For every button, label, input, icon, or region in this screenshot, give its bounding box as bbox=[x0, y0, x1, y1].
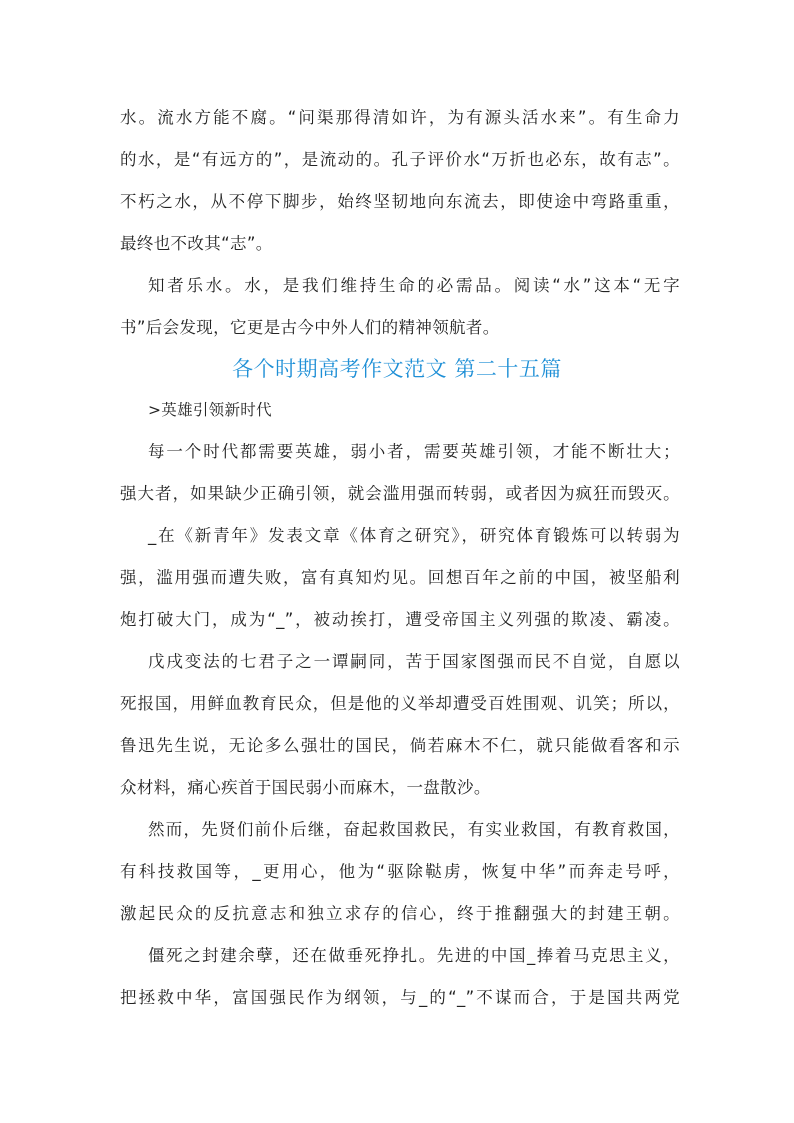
body-text-line: 激起民众的反抗意志和独立求存的信心，终于推翻强大的封建王朝。 bbox=[120, 904, 680, 923]
body-text-line: 的水，是“有远方的”，是流动的。孔子评价水“万折也必东，故有志”。 bbox=[120, 150, 680, 169]
body-text-line: 把拯救中华，富国强民作为纲领，与_的“_”不谋而合，于是国共两党 bbox=[120, 988, 680, 1007]
body-text-line: 每一个时代都需要英雄，弱小者，需要英雄引领，才能不断壮大； bbox=[148, 442, 680, 461]
body-text-line: 鲁迅先生说，无论多么强壮的国民，倘若麻木不仁，就只能做看客和示 bbox=[120, 736, 680, 755]
article-subheading: >英雄引领新时代 bbox=[148, 401, 272, 419]
body-text-line: 僵死之封建余孽，还在做垂死挣扎。先进的中国_捧着马克思主义， bbox=[148, 946, 680, 965]
body-text-line: _在《新青年》发表文章《体育之研究》，研究体育锻炼可以转弱为 bbox=[148, 526, 680, 545]
body-text-line: 众材料，痛心疾首于国民弱小而麻木，一盘散沙。 bbox=[120, 778, 491, 797]
body-text-line: 戊戌变法的七君子之一谭嗣同，苦于国家图强而民不自觉，自愿以 bbox=[148, 652, 680, 671]
body-text-line: 然而，先贤们前仆后继，奋起救国救民，有实业救国，有教育救国， bbox=[148, 820, 680, 839]
body-text-line: 不朽之水，从不停下脚步，始终坚韧地向东流去，即使途中弯路重重， bbox=[120, 192, 680, 211]
section-heading: 各个时期高考作文范文 第二十五篇 bbox=[232, 357, 562, 381]
body-text-line: 强，滥用强而遭失败，富有真知灼见。回想百年之前的中国，被坚船利 bbox=[120, 568, 680, 587]
body-text-line: 书”后会发现，它更是古今中外人们的精神领航者。 bbox=[120, 318, 500, 337]
body-text-line: 知者乐水。水，是我们维持生命的必需品。阅读“水”这本“无字 bbox=[148, 276, 680, 295]
body-text-line: 最终也不改其“志”。 bbox=[120, 234, 273, 253]
body-text-line: 死报国，用鲜血教育民众，但是他的义举却遭受百姓围观、讥笑；所以， bbox=[120, 694, 680, 713]
body-text-line: 水。流水方能不腐。“问渠那得清如许，为有源头活水来”。有生命力 bbox=[120, 108, 680, 127]
body-text-line: 有科技救国等，_更用心，他为“驱除鞑虏，恢复中华”而奔走号呼， bbox=[120, 862, 680, 881]
body-text-line: 炮打破大门，成为“_”，被动挨打，遭受帝国主义列强的欺凌、霸凌。 bbox=[120, 610, 680, 629]
body-text-line: 强大者，如果缺少正确引领，就会滥用强而转弱，或者因为疯狂而毁灭。 bbox=[120, 484, 680, 503]
